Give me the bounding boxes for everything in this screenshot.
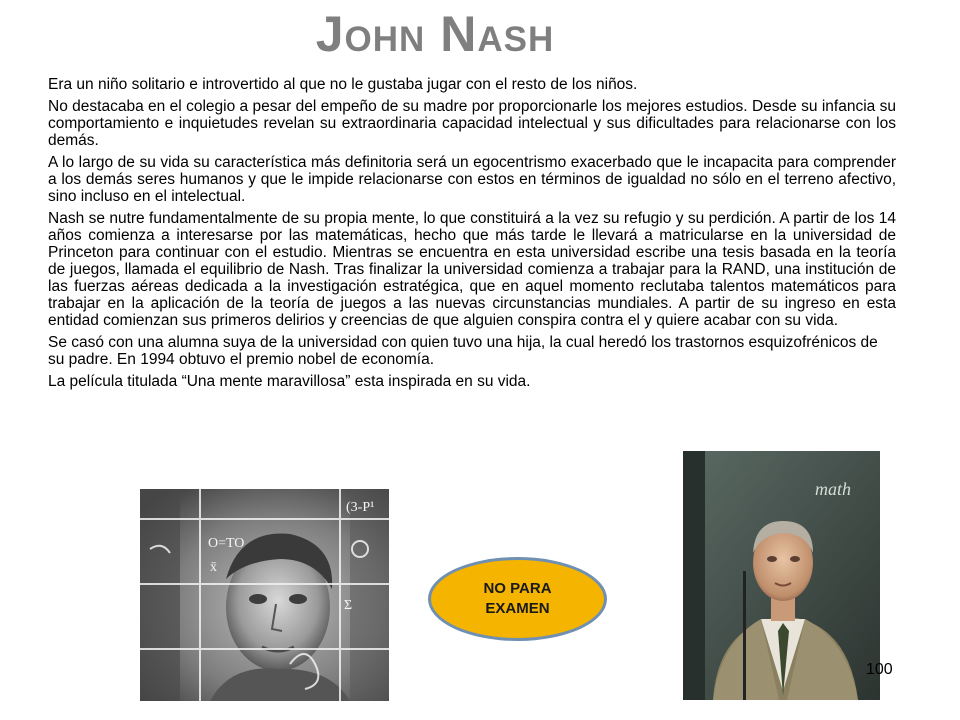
chalk-note-4: Σ (344, 598, 353, 613)
biography-text (48, 76, 896, 395)
chalk-note-3: x̄ (210, 560, 217, 575)
paragraph-5: Se casó con una alumna suya de la universidad con quien tuvo una hija, la cual heredó los trastornos esquizofrénicos de su padre. En 1994 obtuvo el premio nobel de economía. (48, 334, 878, 368)
not-for-exam-badge: NO PARA EXAMEN (428, 557, 607, 641)
chalk-word: math (815, 479, 851, 499)
paragraph-3: A lo largo de su vida su característica más definitoria será un egocentrismo exacerbado que le incapacita para comprender a los demás seres humanos y que le impide relacionarse con estos en términos de igualdad no sólo en el terreno afectivo, sino incluso en el intelectual. (48, 154, 896, 205)
title-text: John Nash (315, 6, 555, 62)
older-nash-photo (683, 451, 880, 700)
paragraph-1: Era un niño solitario e introvertido al que no le gustaba jugar con el resto de los niños. (48, 76, 638, 93)
young-nash-image (140, 489, 389, 701)
young-nash-photo (140, 489, 389, 701)
page-number: 100 (866, 661, 893, 678)
chalk-note-2: O=TO (208, 536, 245, 551)
paragraph-2: No destacaba en el colegio a pesar del empeño de su madre por proporcionarle los mejores estudios. Desde su infancia su comportamiento e inquietudes revelan su extraordinaria capacidad intelectual y sus dificultades para relacionarse con los demás. (48, 98, 896, 149)
paragraph-4: Nash se nutre fundamentalmente de su propia mente, lo que constituirá a la vez su refugio y su perdición. A partir de los 14 años comienza a interesarse por las matemáticas, hecho que más tarde le llevará a matricularse en la universidad de Princeton para continuar con el estudio. Mientras se encuentra en esta universidad escribe una tesis basada en la teoría de juegos, llamada el equilibrio de Nash. Tras finalizar la universidad comienza a trabajar para la RAND, una institución de las fuerzas aéreas dedicada a la investigación estratégica, que en aquel momento reclutaba talentos matemáticos para trabajar en la aplicación de la teoría de juegos a las nuevas circunstancias mundiales. A partir de su ingreso en esta entidad comienzan sus primeros delirios y creencias de que alguien conspira contra el y quiere acabar con su vida. (48, 210, 896, 329)
chalk-note-1: (3-P¹ (346, 500, 375, 515)
paragraph-6: La película titulada “Una mente maravillosa” esta inspirada en su vida. (48, 373, 531, 390)
slide-title (0, 6, 870, 67)
older-nash-image (683, 451, 880, 700)
